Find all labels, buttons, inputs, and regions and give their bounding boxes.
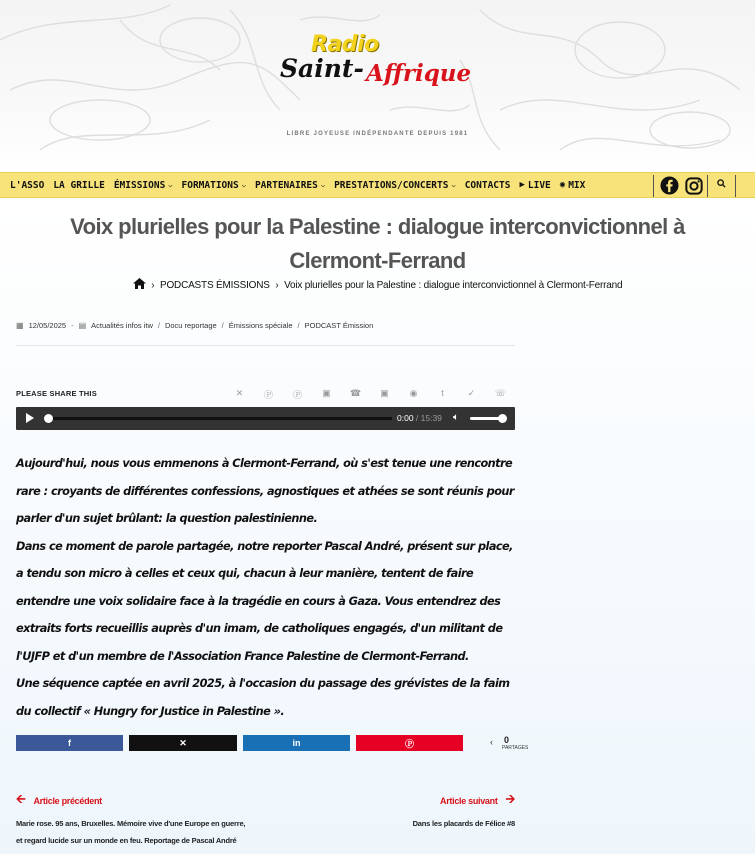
meta-separator: - [71,321,74,330]
vk-icon[interactable]: ▣ [380,388,389,398]
share-count-number: 0 [504,735,510,745]
arrow-left-icon: 🡨 [16,792,26,806]
nav-item-contacts[interactable]: CONTACTS [464,179,511,191]
nav-item-asso[interactable]: L'ASSO [10,179,45,191]
nav-item-live[interactable]: ▶︎ LIVE [519,179,551,191]
viber-icon[interactable]: ☎ [349,388,362,398]
linkedin-icon: in [292,738,301,748]
nav-item-partenaires[interactable]: PARTENAIRES ⌵ [254,179,326,191]
instagram-icon[interactable] [685,177,703,195]
next-post-label: Article suivant [440,795,498,806]
breadcrumb-separator: › [151,280,155,291]
nav-divider [735,175,736,197]
share-row [16,389,515,403]
nav-item-prestations[interactable]: PRESTATIONS/CONCERTS ⌵ [334,179,456,191]
play-circle-icon: ▶︎ [519,180,525,190]
share-facebook-button[interactable] [16,735,123,751]
previous-post[interactable] [16,790,246,849]
play-button[interactable] [26,413,34,423]
breadcrumb-category[interactable]: PODCASTS ÉMISSIONS [160,280,270,291]
volume-handle[interactable] [498,414,507,423]
previous-post-title[interactable]: Marie rose. 95 ans, Bruxelles. Mémoire vive d'une Europe en guerre, et regard lucide sur un monde en feu. Reportage de Pascal André [16,819,246,845]
progress-track[interactable] [46,417,392,420]
site-header [0,0,755,172]
nav-item-emissions[interactable]: ÉMISSIONS ⌵ [113,179,173,191]
x-icon: ✕ [179,737,187,748]
social-links [660,176,709,195]
share-icons [225,388,515,401]
article-paragraph: Dans ce moment de parole partagée, notre reporter Pascal André, présent sur place, a tendu son micro à celles et ceux qui, chacun à leur manière, tentent de faire entendre une voix solidaire face à la tragédie en cours à Gaza. Vous entendrez des extraits forts recueillis auprès d'un imam, de catholiques engagés, d'un militant de l'UJFP et d'un membre de l'Association France Palestine de Clermont-Ferrand. [16,539,513,663]
record-circle-icon: ◉ [559,180,566,190]
chevron-down-icon: ⌵ [168,181,173,189]
category-link[interactable]: PODCAST Émission [304,321,374,330]
breadcrumb-separator: › [275,280,279,291]
logo-radio-text: Radio [311,32,379,57]
main-navigation [0,172,755,198]
home-icon[interactable] [133,280,149,291]
volume-icon[interactable]: 🔈︎ [453,412,459,423]
x-icon[interactable]: ✕ [235,388,244,398]
reddit-icon[interactable]: ◉ [409,388,418,398]
audio-player [16,407,515,430]
share-x-button[interactable] [129,735,237,751]
nav-divider [707,175,708,197]
share-linkedin-button[interactable] [243,735,350,751]
next-post[interactable] [315,790,515,832]
share-label: PLEASE SHARE THIS [16,389,97,398]
tumblr-icon[interactable]: t [441,388,444,398]
chevron-left-icon: ‹ [490,737,493,747]
page-title: Voix plurielles pour la Palestine : dialogue interconvictionnel à Clermont-Ferrand [70,214,685,273]
chevron-down-icon: ⌵ [451,181,456,189]
nav-item-formations[interactable]: FORMATIONS ⌵ [181,179,246,191]
calendar-icon: ▦ [16,321,24,330]
logo-saint-text: Saint- [280,54,364,83]
article-body [16,450,521,725]
category-link[interactable]: Émissions spéciale [228,321,293,330]
breadcrumb-current: Voix plurielles pour la Palestine : dialogue interconvictionnel à Clermont-Ferrand [284,280,623,291]
facebook-icon[interactable] [660,176,679,195]
time-display: 0:00 / 15:39 [397,413,442,423]
chevron-down-icon: ⌵ [320,181,326,189]
article-paragraph: Aujourd'hui, nous vous emmenons à Clermont-Ferrand, où s'est tenue une rencontre rare : croyants de différentes confessions, agnostiques et athées se sont réunis pour parler d'un sujet brûlant: la question palestinienne. [16,457,514,525]
article-paragraph: Une séquence captée en avril 2025, à l'occasion du passage des grévistes de la faim du collectif « Hungry for Justice in Palestine ». [16,677,510,718]
meta-separator: / [221,321,224,330]
next-post-title[interactable]: Dans les placards de Félice #8 [412,819,515,828]
site-tagline: LIBRE JOYEUSE INDÉPENDANTE DEPUIS 1981 [286,131,469,137]
logo-affrique-text: Affrique [366,60,472,87]
main-content [0,198,755,854]
previous-post-label: Article précédent [33,795,102,806]
meta-separator: / [297,321,300,330]
chevron-down-icon: ⌵ [241,181,246,189]
post-date: 12/05/2025 [28,321,67,330]
facebook-icon[interactable]: Ⓟ [263,390,273,400]
linkedin-icon[interactable]: ▣ [322,388,331,398]
meta-divider [16,345,515,346]
whatsapp-icon[interactable]: ☏ [494,388,507,398]
breadcrumb [0,278,755,291]
site-logo[interactable] [278,30,478,100]
share-pinterest-button[interactable] [356,735,463,751]
search-icon[interactable] [717,179,726,191]
viadeo-icon[interactable]: ✓ [467,388,476,398]
nav-item-mix[interactable]: ◉ MIX [559,179,586,191]
facebook-icon: f [68,738,71,748]
share-bar [16,735,529,751]
post-meta [16,321,373,330]
category-link[interactable]: Actualités infos itw [91,321,153,330]
nav-divider [653,175,654,197]
folder-icon: ▤ [78,321,87,330]
pinterest-icon: Ⓟ [404,738,414,749]
category-link[interactable]: Docu reportage [164,321,217,330]
meta-separator: / [157,321,160,330]
nav-item-grille[interactable]: LA GRILLE [53,179,105,191]
arrow-right-icon: 🡪 [505,792,515,806]
share-count-label: PARTAGES [502,745,529,751]
pinterest-icon[interactable]: Ⓟ [292,390,302,400]
progress-handle[interactable] [44,414,53,423]
